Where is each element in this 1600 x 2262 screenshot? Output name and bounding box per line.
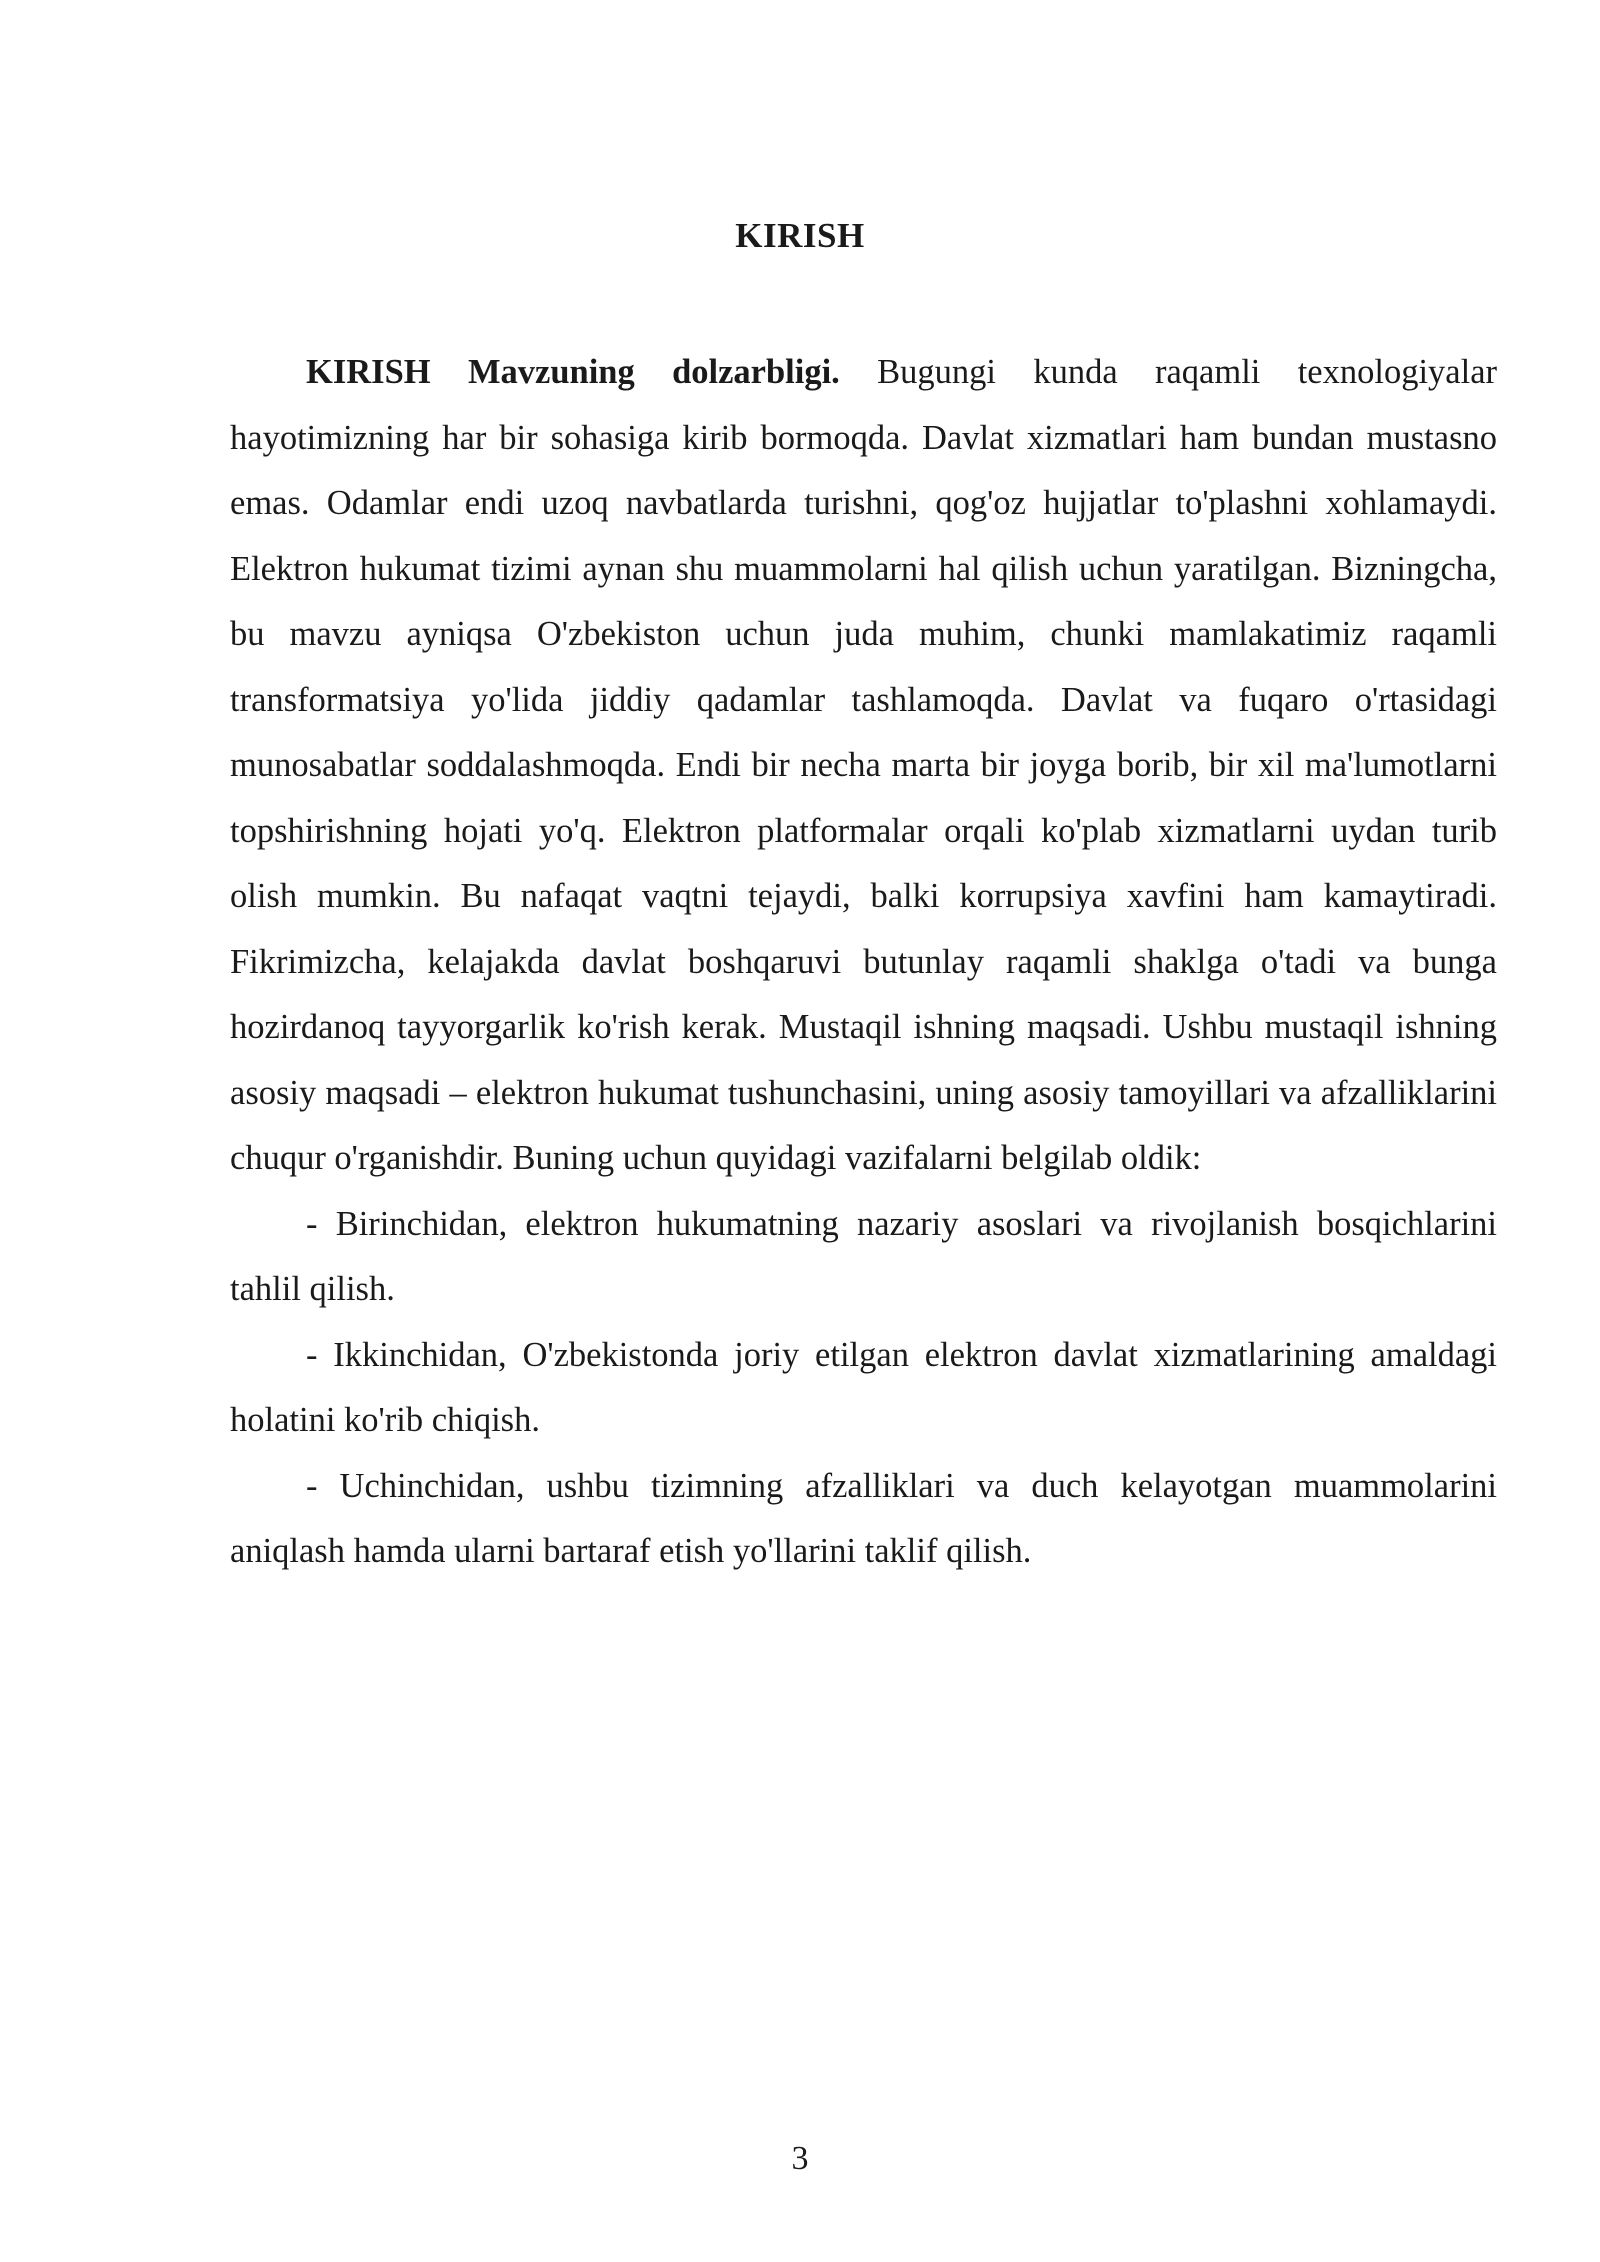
task-item-3: - Uchinchidan, ushbu tizimning afzalliklari va duch kelayotgan muammolarini aniqlash hamda ularni bartaraf etish yo'llarini taklif qilish.	[230, 1466, 1497, 1570]
intro-text: Bugungi kunda raqamli texnologiyalar hayotimizning har bir sohasiga kirib bormoqda. Davlat xizmatlari ham bundan mustasno emas. Odamlar endi uzoq navbatlarda turishni, qog'oz hujjatlar to'plashni xohlamaydi. Elektron hukumat tizimi aynan shu muammolarni hal qilish uchun yaratilgan. Bizningcha, bu mavzu ayniqsa O'zbekiston uchun juda muhim, chunki mamlakatimiz raqamli transformatsiya yo'lida jiddiy qadamlar tashlamoqda. Davlat va fuqaro o'rtasidagi munosabatlar soddalashmoqda. Endi bir necha marta bir joyga borib, bir xil ma'lumotlarni topshirishning hojati yo'q. Elektron platformalar orqali ko'plab xizmatlarni uydan turib olish mumkin. Bu nafaqat vaqtni tejaydi, balki korrupsiya xavfini ham kamaytiradi. Fikrimizcha, kelajakda davlat boshqaruvi butunlay raqamli shaklga o'tadi va bunga hozirdanoq tayyorgarlik ko'rish kerak. Mustaqil ishning maqsadi. Ushbu mustaqil ishning asosiy maqsadi – elektron hukumat tushunchasini, uning asosiy tamoyillari va afzalliklarini chuqur o'rganishdir. Buning uchun quyidagi vazifalarni belgilab oldik:	[230, 353, 1497, 1177]
intro-lead: KIRISH Mavzuning dolzarbligi.	[306, 353, 840, 391]
page-title: KIRISH	[735, 216, 865, 255]
task-item-1: - Birinchidan, elektron hukumatning nazariy asoslari va rivojlanish bosqichlarini tahlil qilish.	[230, 1204, 1497, 1308]
document-body	[230, 340, 1497, 1585]
page-number: 3	[791, 2140, 809, 2177]
intro-paragraph	[230, 340, 1497, 1192]
task-item-2: - Ikkinchidan, O'zbekistonda joriy etilgan elektron davlat xizmatlarining amaldagi holatini ko'rib chiqish.	[230, 1335, 1497, 1439]
